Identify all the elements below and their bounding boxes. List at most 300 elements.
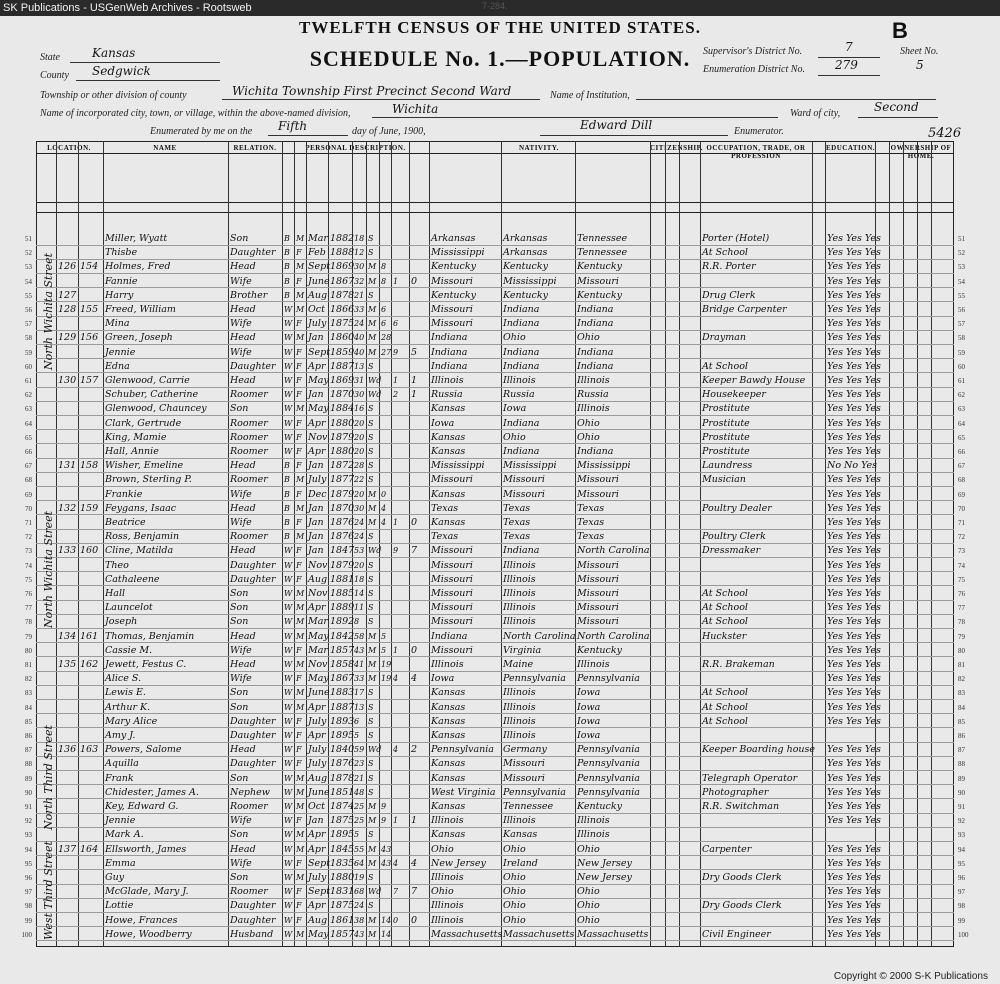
row-number-right: 53 <box>958 263 965 272</box>
cell-c: W <box>284 617 293 627</box>
table-row <box>25 488 965 502</box>
cell-fbp: Illinois <box>503 375 536 386</box>
cell-s: M <box>296 589 305 598</box>
cell-mbp: Pennsylvania <box>577 786 640 798</box>
row-number: 51 <box>25 235 32 243</box>
cell-mo: June <box>308 786 330 798</box>
cell-mbp: Indiana <box>577 446 614 457</box>
cell-age: 18 <box>354 234 365 243</box>
cell-cl: 7 <box>411 545 418 557</box>
cell-name: Clark, Gertrude <box>105 417 182 429</box>
cell-bp: Kansas <box>431 801 466 812</box>
cell-rel: Wife <box>230 644 252 656</box>
cell-fbp: Illinois <box>503 701 536 713</box>
cell-age: 14 <box>354 589 365 598</box>
row-number: 53 <box>25 263 32 272</box>
cell-rel: Wife <box>230 815 252 827</box>
cell-fbp: Virginia <box>503 644 542 656</box>
cell-c: W <box>284 731 293 740</box>
cell-rel: Wife <box>230 318 252 330</box>
table-row <box>25 772 965 786</box>
cell-yr: 1882 <box>330 233 355 244</box>
table-row <box>25 246 965 260</box>
cell-mo: Oct <box>308 304 325 315</box>
cell-ed: Yes Yes Yes <box>827 602 881 614</box>
table-row <box>25 573 965 587</box>
cell-rel: Head <box>230 332 256 344</box>
cell-ms: S <box>368 461 374 471</box>
cell-bp: Indiana <box>431 346 468 358</box>
group-name: NAME <box>153 144 177 152</box>
cell-name: Holmes, Fred <box>105 261 171 273</box>
table-row <box>25 388 965 402</box>
city-label: Name of incorporated city, town, or village, within the above-named division, <box>40 108 351 119</box>
cell-bp: Missouri <box>431 588 473 599</box>
cell-age: 16 <box>354 404 365 414</box>
cell-mbp: Indiana <box>577 360 614 372</box>
cell-s: M <box>296 660 305 669</box>
cell-c: B <box>284 518 290 527</box>
row-number: 97 <box>25 888 32 897</box>
cell-ms: S <box>368 475 374 485</box>
cell-ym: 43 <box>381 844 392 854</box>
cell-mo: Apr <box>308 360 326 372</box>
table-row <box>25 800 965 814</box>
cell-rel: Roomer <box>230 886 268 898</box>
cell-yr: 1887 <box>330 701 355 713</box>
cell-ym: 5 <box>381 631 387 641</box>
cell-ym: 9 <box>381 802 387 811</box>
cell-yr: 1880 <box>330 446 355 457</box>
cell-cl: 1 <box>411 375 418 386</box>
cell-mo: Aug <box>308 289 328 301</box>
group-relation: RELATION. <box>233 144 277 152</box>
row-number: 89 <box>25 774 32 783</box>
cell-mo: Aug <box>308 914 328 926</box>
enum-district-value: 279 <box>835 58 858 72</box>
cell-ms: S <box>368 248 374 258</box>
cell-s: M <box>296 773 305 783</box>
row-number: 78 <box>25 618 32 627</box>
cell-age: 19 <box>354 873 365 882</box>
cell-ms: S <box>368 716 374 726</box>
row-number-right: 56 <box>958 306 965 314</box>
cell-fbp: Massachusetts <box>503 928 575 940</box>
cell-s: M <box>296 305 305 314</box>
cell-dw: 129 <box>58 332 77 344</box>
cell-age: 24 <box>354 319 365 329</box>
cell-ed: Yes Yes Yes <box>827 360 881 372</box>
cell-mbp: Pennsylvania <box>577 772 640 784</box>
cell-rel: Son <box>230 403 249 415</box>
cell-occ: At School <box>702 588 748 599</box>
cell-occ: Prostitute <box>702 446 750 457</box>
cell-fam: 154 <box>80 261 99 273</box>
cell-age: 33 <box>354 305 365 314</box>
row-number: 93 <box>25 831 32 840</box>
cell-name: Jewett, Festus C. <box>105 659 187 670</box>
row-number-right: 68 <box>958 476 965 485</box>
cell-s: F <box>296 276 302 286</box>
cell-fbp: Ohio <box>503 886 526 898</box>
cell-ed: Yes Yes Yes <box>827 687 881 699</box>
row-number-right: 64 <box>958 419 965 428</box>
cell-cl: 1 <box>411 389 418 401</box>
cell-name: Launcelot <box>105 602 153 614</box>
page-code: 5426 <box>928 126 962 141</box>
cell-rel: Wife <box>230 673 252 685</box>
cell-mo: Jan <box>308 517 324 528</box>
cell-bp: West Virginia <box>431 786 496 798</box>
cell-yr: 1879 <box>330 488 355 500</box>
cell-s: F <box>296 347 302 357</box>
row-number-right: 97 <box>958 888 965 897</box>
cell-mo: May <box>308 403 329 415</box>
cell-mo: May <box>308 630 329 642</box>
cell-ms: M <box>368 631 377 641</box>
cell-yr: 1860 <box>330 332 355 344</box>
cell-ed: No No Yes <box>827 460 878 472</box>
cell-s: F <box>296 461 302 471</box>
cell-yr: 1870 <box>330 502 355 514</box>
cell-bp: Kansas <box>431 488 466 500</box>
cell-ms: S <box>368 404 374 414</box>
group-nativity: NATIVITY. <box>518 144 560 152</box>
cell-name: Mina <box>105 318 130 330</box>
cell-fam: 160 <box>80 545 99 557</box>
cell-s: M <box>296 631 305 641</box>
row-number-right: 72 <box>958 533 965 542</box>
cell-mo: Aug <box>308 573 328 585</box>
cell-rel: Wife <box>230 275 252 287</box>
cell-yr: 1876 <box>330 758 355 770</box>
cell-bp: Texas <box>431 531 459 543</box>
cell-s: M <box>296 830 305 840</box>
row-number-right: 60 <box>958 362 965 371</box>
cell-name: Cassie M. <box>105 644 153 656</box>
cell-rel: Husband <box>230 928 274 940</box>
cell-fam: 156 <box>80 332 99 344</box>
cell-s: F <box>296 716 302 726</box>
cell-name: Mary Alice <box>105 715 158 727</box>
cell-mbp: Indiana <box>577 304 614 315</box>
cell-ch: 4 <box>393 674 399 684</box>
cell-s: M <box>296 290 305 300</box>
row-number-right: 84 <box>958 703 965 712</box>
cell-fam: 159 <box>80 502 99 514</box>
cell-c: B <box>284 248 290 258</box>
row-number-right: 57 <box>958 320 965 329</box>
cell-ed: Yes Yes Yes <box>827 616 881 628</box>
cell-ms: S <box>368 447 374 456</box>
cell-fbp: Iowa <box>503 403 527 415</box>
cell-bp: Kansas <box>431 715 466 727</box>
cell-c: W <box>284 716 293 726</box>
row-number-right: 73 <box>958 547 965 556</box>
cell-occ: Keeper Boarding house <box>702 744 816 756</box>
cell-fam: 163 <box>80 744 99 756</box>
table-row <box>25 672 965 686</box>
cell-c: W <box>284 574 293 584</box>
row-number: 58 <box>25 334 32 343</box>
cell-fbp: Ohio <box>503 872 526 883</box>
cell-rel: Wife <box>230 346 252 358</box>
cell-rel: Roomer <box>230 531 268 543</box>
cell-occ: At School <box>702 360 748 372</box>
row-number: 52 <box>25 249 32 258</box>
cell-mbp: Pennsylvania <box>577 758 640 770</box>
cell-ed: Yes Yes Yes <box>827 914 881 926</box>
table-row <box>25 502 965 516</box>
cell-age: 12 <box>354 248 365 258</box>
cell-name: King, Mamie <box>105 431 167 443</box>
cell-name: Freed, William <box>105 304 176 315</box>
cell-s: M <box>296 787 305 797</box>
cell-ms: M <box>368 276 377 286</box>
cell-ed: Yes Yes Yes <box>827 644 881 656</box>
cell-occ: Housekeeper <box>702 389 766 401</box>
cell-mbp: New Jersey <box>577 872 632 883</box>
cell-ms: M <box>368 518 377 527</box>
table-row <box>25 786 965 800</box>
cell-ms: S <box>368 731 374 740</box>
cell-s: F <box>296 361 302 371</box>
cell-mbp: New Jersey <box>577 857 632 869</box>
cell-fbp: Illinois <box>503 588 536 599</box>
cell-c: W <box>284 830 293 840</box>
cell-age: 25 <box>354 816 365 826</box>
cell-occ: R.R. Switchman <box>702 801 780 812</box>
cell-ed: Yes Yes Yes <box>827 403 881 415</box>
table-row <box>25 615 965 629</box>
cell-occ: Carpenter <box>702 843 752 855</box>
cell-ed: Yes Yes Yes <box>827 886 881 898</box>
cell-ms: S <box>368 589 374 598</box>
table-row <box>25 473 965 487</box>
cell-name: Frank <box>105 772 134 784</box>
row-number: 67 <box>25 462 32 471</box>
cell-mbp: Texas <box>577 531 605 543</box>
table-row <box>25 871 965 885</box>
row-number-right: 66 <box>958 448 965 456</box>
cell-age: 64 <box>354 858 365 868</box>
cell-rel: Wife <box>230 517 252 528</box>
cell-mbp: Missouri <box>577 488 619 500</box>
cell-rel: Son <box>230 616 249 628</box>
county-label: County <box>40 70 69 81</box>
cell-age: 5 <box>354 731 360 740</box>
row-number-right: 63 <box>958 405 965 414</box>
cell-age: 32 <box>354 276 365 286</box>
cell-mbp: Ohio <box>577 431 600 443</box>
row-number: 73 <box>25 547 32 556</box>
cell-occ: At School <box>702 715 748 727</box>
cell-rel: Son <box>230 602 249 614</box>
table-row <box>25 828 965 842</box>
cell-ms: Wd <box>368 546 382 556</box>
cell-s: M <box>296 702 305 712</box>
cell-c: W <box>284 915 293 925</box>
row-number-right: 83 <box>958 689 965 698</box>
table-row <box>25 857 965 871</box>
cell-ym: 8 <box>381 262 387 272</box>
county-value: Sedgwick <box>92 64 151 78</box>
cell-ms: S <box>368 418 374 428</box>
cell-ed: Yes Yes Yes <box>827 801 881 812</box>
cell-age: 30 <box>354 390 365 400</box>
cell-rel: Head <box>230 744 256 756</box>
cell-yr: 1885 <box>330 588 355 599</box>
cell-fam: 162 <box>80 659 99 670</box>
cell-ms: S <box>368 560 374 570</box>
cell-cl: 4 <box>411 857 418 869</box>
table-row <box>25 402 965 416</box>
cell-age: 25 <box>354 802 365 811</box>
row-number-right: 71 <box>958 519 965 527</box>
cell-ym: 4 <box>381 518 387 527</box>
cell-name: McGlade, Mary J. <box>105 886 189 898</box>
cell-ym: 14 <box>381 915 392 925</box>
cell-ms: M <box>368 915 377 925</box>
cell-mo: June <box>308 275 330 287</box>
cell-ed: Yes Yes Yes <box>827 247 881 259</box>
row-number: 92 <box>25 817 32 826</box>
cell-ym: 4 <box>381 503 387 513</box>
cell-ch: 1 <box>393 518 399 527</box>
cell-bp: Illinois <box>431 659 464 670</box>
row-number: 60 <box>25 362 32 371</box>
cell-occ: Prostitute <box>702 417 750 429</box>
cell-yr: 1879 <box>330 431 355 443</box>
cell-mbp: Ohio <box>577 843 600 855</box>
cell-rel: Daughter <box>230 758 276 770</box>
cell-bp: Indiana <box>431 630 468 642</box>
cell-name: Howe, Woodberry <box>105 928 192 940</box>
cell-s: F <box>296 858 302 868</box>
cell-yr: 1867 <box>330 673 355 685</box>
cell-fam: 158 <box>80 460 99 472</box>
cell-bp: Missouri <box>431 573 473 585</box>
cell-ym: 6 <box>381 319 387 329</box>
cell-mo: Dec <box>308 488 327 500</box>
cell-yr: 1831 <box>330 886 355 898</box>
cell-c: W <box>284 887 293 897</box>
cell-yr: 1880 <box>330 872 355 883</box>
cell-rel: Head <box>230 630 256 642</box>
table-row <box>25 346 965 360</box>
cell-s: F <box>296 901 302 911</box>
cell-c: W <box>284 560 293 570</box>
cell-mo: July <box>308 715 327 727</box>
row-number: 85 <box>25 717 32 726</box>
cell-ym: 19 <box>381 660 392 669</box>
cell-age: 18 <box>354 574 365 584</box>
cell-occ: Dry Goods Clerk <box>702 872 782 883</box>
cell-s: F <box>296 390 302 400</box>
cell-mbp: Kentucky <box>577 261 622 273</box>
row-number-right: 94 <box>958 845 965 854</box>
cell-s: M <box>296 532 305 542</box>
cell-fbp: Ohio <box>503 914 526 926</box>
cell-fbp: Indiana <box>503 346 540 358</box>
cell-ch: 2 <box>393 390 399 400</box>
cell-s: F <box>296 674 302 684</box>
cell-age: 53 <box>354 546 365 556</box>
table-row <box>25 644 965 658</box>
cell-mbp: Indiana <box>577 346 614 358</box>
cell-dw: 131 <box>58 460 77 472</box>
cell-occ: Poultry Clerk <box>702 531 766 543</box>
cell-rel: Roomer <box>230 474 268 486</box>
cell-s: F <box>296 759 302 769</box>
cell-mbp: Iowa <box>577 715 601 727</box>
cell-age: 40 <box>354 347 365 357</box>
cell-ed: Yes Yes Yes <box>827 502 881 514</box>
row-number-right: 82 <box>958 675 965 684</box>
cell-name: Jennie <box>105 346 136 358</box>
row-number-right: 87 <box>958 746 965 755</box>
cell-c: W <box>284 603 293 613</box>
cell-ch: 1 <box>393 645 399 655</box>
cell-occ: R.R. Brakeman <box>702 659 775 670</box>
cell-ym: 0 <box>381 489 387 499</box>
cell-age: 43 <box>354 929 365 939</box>
cell-name: Joseph <box>105 616 138 628</box>
cell-c: W <box>284 447 293 456</box>
cell-age: 30 <box>354 262 365 272</box>
cell-age: 20 <box>354 447 365 456</box>
cell-mbp: Russia <box>577 389 609 401</box>
cell-mo: Apr <box>308 602 326 614</box>
page-id: 7-284. <box>482 1 508 11</box>
cell-yr: 1884 <box>330 403 355 415</box>
table-row <box>25 417 965 431</box>
cell-age: 11 <box>354 603 365 613</box>
cell-c: W <box>284 816 293 826</box>
cell-fbp: Indiana <box>503 446 540 457</box>
cell-s: M <box>296 404 305 414</box>
row-number: 70 <box>25 504 32 513</box>
cell-cl: 0 <box>411 644 418 656</box>
cell-name: Emma <box>105 857 136 869</box>
cell-fbp: Indiana <box>503 360 540 372</box>
cell-bp: Mississippi <box>431 460 485 472</box>
cell-rel: Daughter <box>230 715 276 727</box>
cell-rel: Head <box>230 843 256 855</box>
cell-ms: S <box>368 873 374 882</box>
cell-mbp: Illinois <box>577 659 610 670</box>
cell-bp: Illinois <box>431 815 464 827</box>
cell-ms: S <box>368 787 374 797</box>
cell-s: M <box>296 234 305 243</box>
cell-ms: M <box>368 816 377 826</box>
cell-age: 21 <box>354 773 365 783</box>
cell-ed: Yes Yes Yes <box>827 758 881 770</box>
cell-ed: Yes Yes Yes <box>827 786 881 798</box>
cell-fbp: Pennsylvania <box>503 786 566 798</box>
cell-mo: Nov <box>308 559 328 571</box>
row-number: 69 <box>25 490 32 499</box>
cell-rel: Brother <box>230 289 268 301</box>
cell-ms: S <box>368 759 374 769</box>
cell-age: 33 <box>354 674 365 684</box>
cell-age: 59 <box>354 745 365 755</box>
cell-mbp: Missouri <box>577 275 619 287</box>
cell-rel: Daughter <box>230 247 276 259</box>
cell-rel: Head <box>230 375 256 386</box>
cell-fam: 164 <box>80 843 99 855</box>
cell-rel: Roomer <box>230 389 268 401</box>
